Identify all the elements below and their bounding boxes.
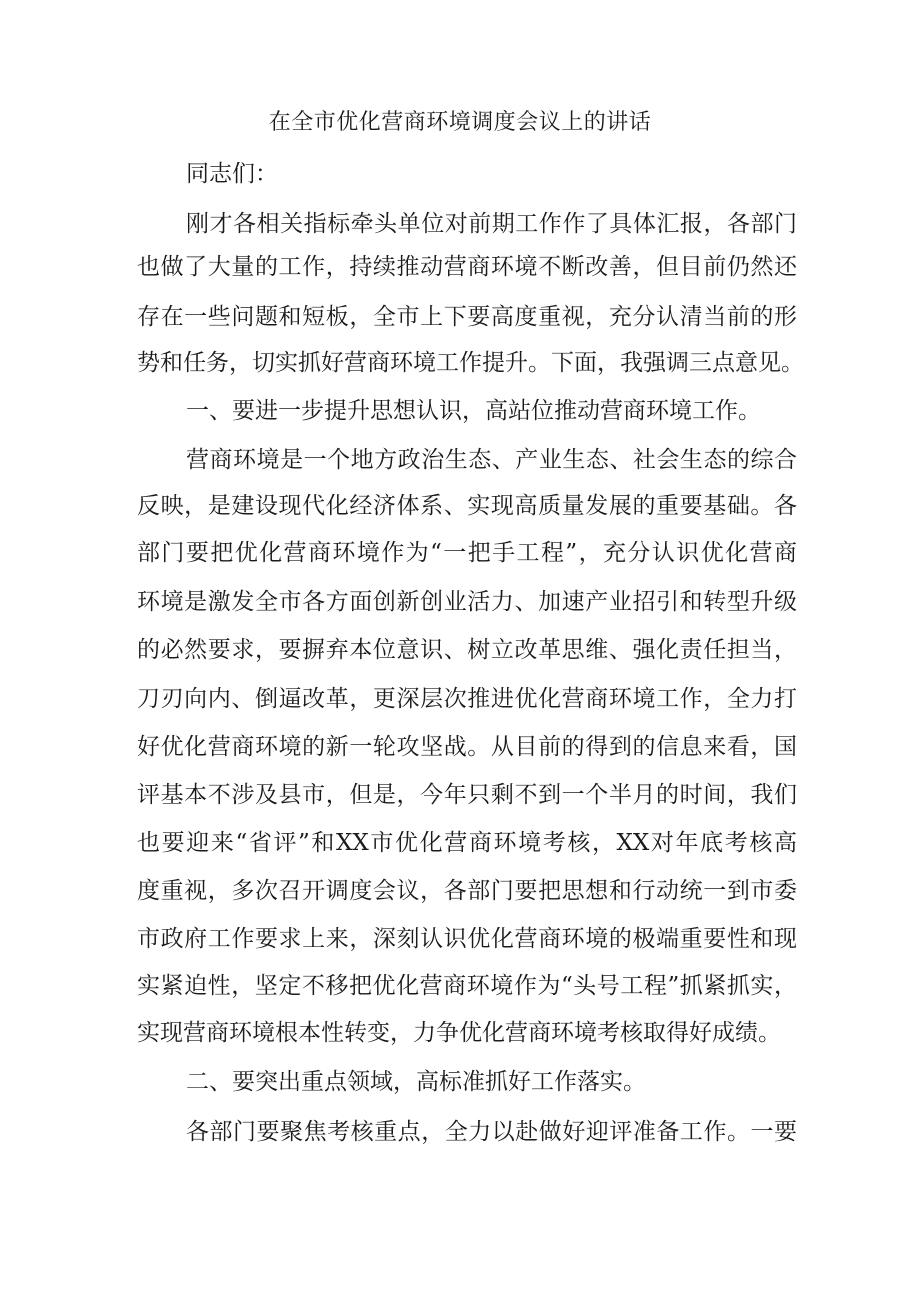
text-line: 势和任务，切实抓好营商环境工作提升。下面，我强调三点意见。 bbox=[137, 350, 804, 376]
text-line: 实现营商环境根本性转变，力争优化营商环境考核取得好成绩。 bbox=[137, 1020, 781, 1046]
text-line: 好优化营商环境的新一轮攻坚战。从目前的得到的信息来看，国 bbox=[137, 734, 797, 760]
document-title: 在全市优化营商环境调度会议上的讲话 bbox=[268, 110, 652, 135]
text-line: 评基本不涉及县市，但是，今年只剩不到一个半月的时间，我们 bbox=[137, 782, 797, 808]
text-line: 实紧迫性，坚定不移把优化营商环境作为“头号工程”抓紧抓实， bbox=[137, 973, 797, 999]
text-line: 度重视，多次召开调度会议，各部门要把思想和行动统一到市委 bbox=[137, 878, 797, 904]
section-heading: 二、要突出重点领域，高标准抓好工作落实。 bbox=[186, 1069, 646, 1095]
text-line: 存在一些问题和短板，全市上下要高度重视，充分认清当前的形 bbox=[137, 304, 797, 330]
text-line: 市政府工作要求上来，深刻认识优化营商环境的极端重要性和现 bbox=[137, 926, 797, 952]
text-line: 环境是激发全市各方面创新创业活力、加速产业招引和转型升级 bbox=[137, 589, 797, 615]
text-line: 反映，是建设现代化经济体系、实现高质量发展的重要基础。各 bbox=[137, 493, 797, 519]
text-line: 也要迎来“省评”和XX市优化营商环境考核，XX对年底考核高 bbox=[137, 830, 797, 856]
text-line: 各部门要聚焦考核重点，全力以赴做好迎评准备工作。一要 bbox=[186, 1119, 797, 1145]
text-line: 的必然要求，要摒弃本位意识、树立改革思维、强化责任担当， bbox=[137, 637, 797, 663]
text-line: 刀刃向内、倒逼改革，更深层次推进优化营商环境工作，全力打 bbox=[137, 686, 797, 712]
text-line: 也做了大量的工作，持续推动营商环境不断改善，但目前仍然还 bbox=[137, 254, 797, 280]
section-heading: 一、要进一步提升思想认识，高站位推动营商环境工作。 bbox=[186, 398, 761, 424]
text-line: 刚才各相关指标牵头单位对前期工作作了具体汇报，各部门 bbox=[186, 211, 797, 237]
salutation: 同志们： bbox=[186, 161, 278, 187]
text-line: 营商环境是一个地方政治生态、产业生态、社会生态的综合 bbox=[186, 447, 797, 473]
text-line: 部门要把优化营商环境作为“一把手工程”，充分认识优化营商 bbox=[137, 540, 797, 566]
